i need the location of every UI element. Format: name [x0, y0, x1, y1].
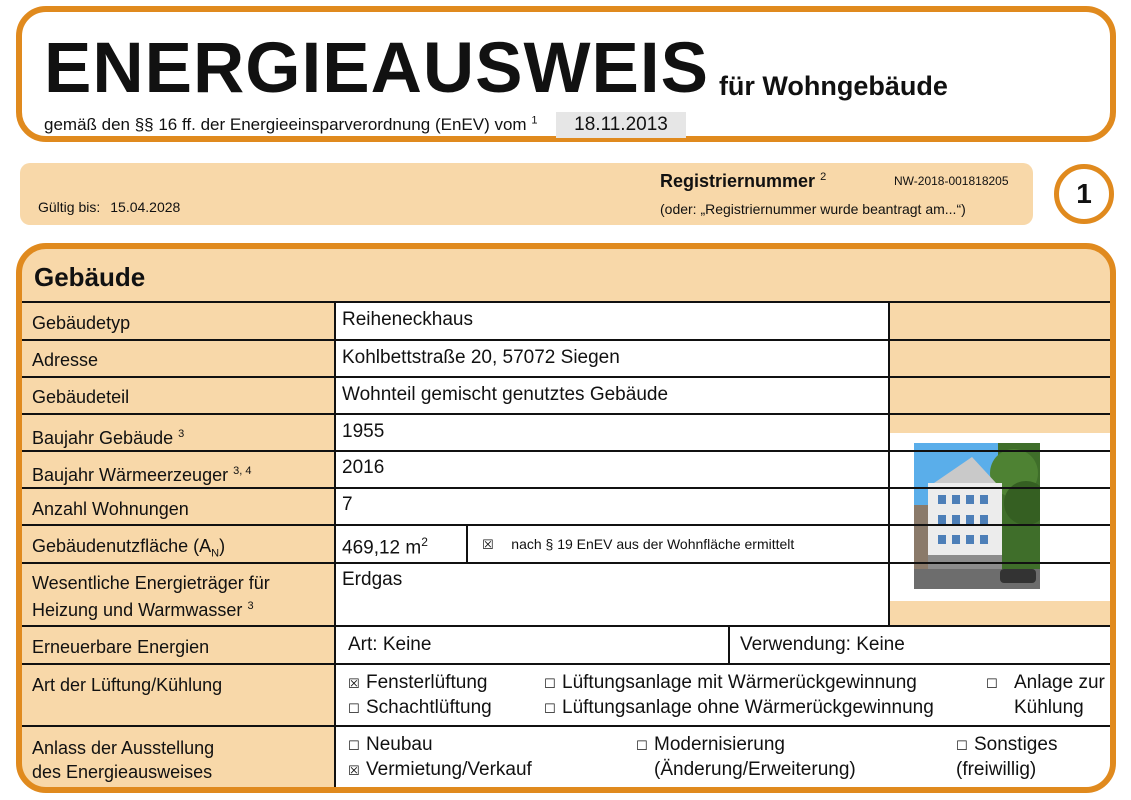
option-label: Vermietung/Verkauf [366, 759, 532, 780]
area-method [468, 526, 888, 562]
value-renewable-kind: Art: Keine [336, 627, 728, 663]
title-row [44, 30, 948, 108]
divider [334, 341, 336, 376]
header-box [16, 6, 1116, 142]
label-energy-line2-text: Heizung und Warmwasser [32, 600, 243, 620]
value-area-sup: 2 [421, 535, 428, 549]
option-label: Sonstiges [974, 734, 1058, 755]
option-label: Lüftungsanlage mit Wärmerückgewinnung [562, 672, 917, 693]
ventilation-options [336, 665, 1110, 725]
option-shaft-ventilation[interactable] [348, 696, 492, 721]
label-energy-line2 [32, 595, 254, 621]
registration-strip [20, 163, 1033, 225]
value-year-building: 1955 [336, 415, 888, 450]
enev-date: 18.11.2013 [556, 112, 686, 138]
checkbox-icon[interactable]: ☐ [956, 738, 968, 753]
label-reason-line1: Anlass der Ausstellung [32, 738, 215, 758]
value-area [336, 526, 466, 562]
label-year-building-text: Baujahr Gebäude [32, 428, 174, 448]
option-label: Fensterlüftung [366, 672, 488, 693]
valid-until-label: Gültig bis: [38, 199, 101, 215]
legal-basis [44, 112, 686, 138]
footnote: 3, 4 [233, 465, 252, 477]
label-reason-line2: des Energieausweises [32, 762, 213, 782]
registration-number: NW-2018-001818205 [894, 174, 1009, 188]
value-building-type: Reiheneckhaus [336, 303, 888, 339]
divider [888, 564, 890, 625]
row-ventilation [22, 665, 1110, 727]
area-method-note: nach § 19 EnEV aus der Wohnfläche ermittelt [511, 536, 795, 552]
label-ventilation: Art der Lüftung/Kühlung [32, 675, 223, 695]
label-energy-line1: Wesentliche Energieträger für [32, 573, 270, 593]
option-cooling[interactable] [986, 671, 1105, 696]
row-reason [22, 727, 1110, 791]
divider [888, 341, 890, 376]
option-label: Neubau [366, 734, 433, 755]
label-building-part: Gebäudeteil [32, 387, 130, 407]
divider [334, 489, 336, 524]
row-building-type [22, 303, 1110, 341]
legal-footnote: 1 [531, 114, 538, 127]
label-year-building [32, 423, 184, 449]
checkbox-checked-icon[interactable]: ☒ [348, 763, 360, 778]
option-label: Anlage zur [1014, 672, 1105, 693]
checkbox-icon[interactable]: ☐ [348, 701, 360, 716]
option-modernization[interactable] [636, 733, 785, 758]
building-section [16, 243, 1116, 793]
label-renewable: Erneuerbare Energien [32, 637, 210, 657]
option-modernization-line2: (Änderung/Erweiterung) [654, 759, 856, 780]
legal-text: gemäß den §§ 16 ff. der Energieeinsparverordnung (EnEV) vom [44, 115, 527, 134]
divider [334, 727, 336, 791]
divider [334, 564, 336, 625]
value-address: Kohlbettstraße 20, 57072 Siegen [336, 341, 888, 376]
divider [888, 489, 890, 524]
value-energy-carrier: Erdgas [336, 564, 888, 625]
row-area [22, 526, 1110, 564]
option-label: Lüftungsanlage ohne Wärmerückgewinnung [562, 697, 934, 718]
row-renewable [22, 627, 1110, 665]
divider [334, 665, 336, 725]
registration-note: (oder: „Registriernummer wurde beantragt am...“) [660, 201, 966, 217]
main-title: ENERGIEAUSWEIS [44, 29, 709, 108]
row-building-part [22, 378, 1110, 415]
option-new-building[interactable] [348, 733, 433, 758]
section-title: Gebäude [34, 262, 146, 292]
footnote: 3 [247, 600, 254, 612]
label-building-type: Gebäudetyp [32, 313, 131, 333]
checkbox-checked-icon[interactable]: ☒ [482, 537, 494, 552]
label-year-heater-text: Baujahr Wärmeerzeuger [32, 465, 229, 485]
label-units: Anzahl Wohnungen [32, 499, 189, 519]
checkbox-icon[interactable]: ☐ [986, 676, 998, 691]
value-year-heater: 2016 [336, 452, 888, 487]
checkbox-icon[interactable]: ☐ [544, 701, 556, 716]
registration-label-text: Registriernummer [660, 171, 816, 191]
value-building-part: Wohnteil gemischt genutztes Gebäude [336, 378, 888, 413]
footnote: 3 [178, 428, 185, 440]
row-energy-carrier [22, 564, 1110, 627]
label-area-text: Gebäudenutzfläche (A [32, 536, 212, 556]
label-area [32, 535, 225, 565]
row-units [22, 489, 1110, 526]
registration-label [660, 171, 826, 192]
valid-until-row [38, 199, 180, 215]
valid-until-value: 15.04.2028 [110, 199, 181, 215]
checkbox-icon[interactable]: ☐ [544, 676, 556, 691]
building-table [22, 301, 1110, 793]
option-cooling-line2: Kühlung [1014, 697, 1084, 718]
checkbox-icon[interactable]: ☐ [348, 738, 360, 753]
divider [334, 452, 336, 487]
divider [888, 378, 890, 413]
value-area-text: 469,12 m [342, 537, 422, 559]
option-label: Schachtlüftung [366, 697, 492, 718]
divider [334, 627, 336, 663]
row-year-heater [22, 452, 1110, 489]
reason-options [336, 727, 1110, 791]
divider [334, 415, 336, 450]
divider [334, 378, 336, 413]
option-other[interactable] [956, 733, 1057, 758]
divider [334, 526, 336, 562]
label-area-sub: N [211, 547, 220, 560]
checkbox-checked-icon[interactable]: ☒ [348, 676, 360, 691]
checkbox-icon[interactable]: ☐ [636, 738, 648, 753]
label-year-heater [32, 460, 251, 486]
divider [466, 526, 468, 562]
option-heat-recovery[interactable] [544, 671, 917, 696]
option-no-heat-recovery[interactable] [544, 696, 934, 721]
label-address: Adresse [32, 350, 99, 370]
divider [334, 303, 336, 339]
option-label: Modernisierung [654, 734, 785, 755]
divider [888, 526, 890, 562]
divider [888, 303, 890, 339]
divider [728, 627, 730, 663]
value-renewable-usage: Verwendung: Keine [730, 627, 1110, 663]
row-year-building [22, 415, 1110, 452]
row-address [22, 341, 1110, 378]
label-area-end: ) [219, 536, 226, 556]
sub-title: für Wohngebäude [718, 71, 948, 101]
option-rent-sale[interactable] [348, 758, 532, 783]
option-window-ventilation[interactable] [348, 671, 487, 696]
page-number-badge: 1 [1054, 164, 1114, 224]
divider [888, 452, 890, 487]
option-other-line2: (freiwillig) [956, 759, 1037, 780]
divider [888, 415, 890, 450]
value-units: 7 [336, 489, 888, 524]
registration-footnote: 2 [820, 171, 827, 183]
